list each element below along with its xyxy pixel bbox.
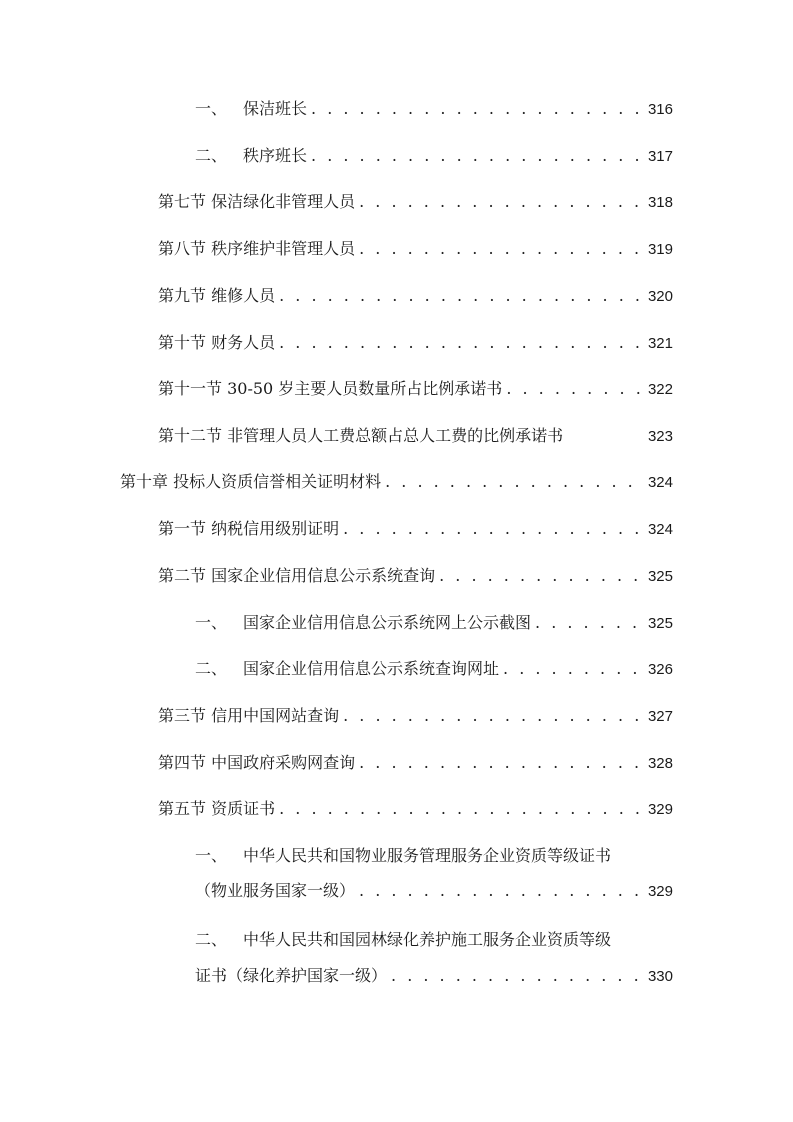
toc-entry-first-line[interactable] — [195, 844, 611, 868]
toc-entry-continuation: （物业服务国家一级） — [195, 881, 356, 900]
toc-entry[interactable] — [195, 964, 673, 988]
toc-entry-number: 二、 — [195, 930, 228, 949]
toc-entry-number: 一、 — [195, 613, 228, 632]
toc-entry[interactable] — [158, 797, 673, 821]
dot-leader — [359, 751, 644, 775]
dot-leader — [279, 331, 644, 355]
toc-entry-text: 国家企业信用信息公示系统网上公示截图 — [243, 613, 532, 632]
toc-entry-first-line[interactable] — [195, 928, 611, 952]
toc-entry-title: 第一节 纳税信用级别证明 — [158, 519, 340, 538]
toc-entry[interactable] — [158, 564, 673, 588]
toc-entry-page: 330 — [647, 968, 673, 985]
toc-entry[interactable] — [158, 237, 673, 261]
toc-entry[interactable] — [195, 611, 673, 635]
toc-entry-title: 第二节 国家企业信用信息公示系统查询 — [158, 566, 436, 585]
toc-entry[interactable] — [158, 190, 673, 214]
toc-entry-page: 328 — [647, 755, 673, 772]
toc-entry-page: 319 — [647, 241, 673, 258]
toc-entry[interactable] — [195, 144, 673, 168]
toc-entry-text: 秩序班长 — [243, 146, 308, 165]
toc-entry[interactable] — [158, 751, 673, 775]
dot-leader — [439, 564, 644, 588]
toc-entry-title — [195, 144, 307, 168]
toc-entry-number: 二、 — [195, 146, 228, 165]
dot-leader — [279, 284, 644, 308]
toc-entry[interactable] — [158, 517, 673, 541]
toc-entry-text: 保洁班长 — [243, 99, 308, 118]
toc-entry[interactable] — [158, 704, 673, 728]
toc-entry[interactable] — [158, 424, 673, 448]
toc-entry-title — [195, 657, 499, 681]
toc-entry-page: 329 — [647, 801, 673, 818]
toc-entry-number: 一、 — [195, 846, 228, 865]
toc-entry-page: 325 — [647, 615, 673, 632]
toc-entry-title: 第四节 中国政府采购网查询 — [158, 753, 356, 772]
dot-leader — [311, 144, 644, 168]
toc-entry-title: 第十二节 非管理人员人工费总额占总人工费的比例承诺书 — [158, 426, 564, 445]
toc-entry[interactable] — [195, 879, 673, 903]
dot-leader — [359, 879, 644, 903]
toc-entry-text: 中华人民共和国园林绿化养护施工服务企业资质等级 — [243, 930, 612, 949]
toc-entry-title: 第五节 资质证书 — [158, 799, 276, 818]
toc-entry-title — [195, 97, 307, 121]
toc-entry-continuation: 证书（绿化养护国家一级） — [195, 966, 388, 985]
dot-leader — [311, 97, 644, 121]
toc-entry-page: 320 — [647, 288, 673, 305]
dot-leader — [343, 704, 644, 728]
toc-entry-page: 317 — [647, 148, 673, 165]
toc-entry[interactable] — [195, 657, 673, 681]
toc-entry-page: 327 — [647, 708, 673, 725]
toc-entry-title: 第十一节 30-50 岁主要人员数量所占比例承诺书 — [158, 379, 503, 398]
dot-leader — [359, 190, 644, 214]
toc-entry-page: 324 — [647, 521, 673, 538]
dot-leader — [503, 657, 644, 681]
toc-entry-title: 第十节 财务人员 — [158, 333, 276, 352]
toc-entry-page: 322 — [647, 381, 673, 398]
toc-entry-page: 325 — [647, 568, 673, 585]
toc-entry-text: 中华人民共和国物业服务管理服务企业资质等级证书 — [243, 846, 612, 865]
dot-leader — [343, 517, 644, 541]
dot-leader — [359, 237, 644, 261]
dot-leader — [506, 377, 644, 401]
toc-entry-title: 第九节 维修人员 — [158, 286, 276, 305]
toc-entry-title: 第十章 投标人资质信誉相关证明材料 — [120, 472, 382, 491]
toc-entry-page: 321 — [647, 335, 673, 352]
toc-entry-page: 316 — [647, 101, 673, 118]
toc-entry-text: 国家企业信用信息公示系统查询网址 — [243, 659, 500, 678]
toc-entry[interactable] — [158, 377, 673, 401]
toc-entry[interactable] — [158, 284, 673, 308]
dot-leader — [279, 797, 644, 821]
toc-entry-title: 第八节 秩序维护非管理人员 — [158, 239, 356, 258]
toc-entry-title — [195, 611, 531, 635]
toc-chapter-entry[interactable] — [120, 470, 673, 494]
toc-entry-page: 323 — [647, 428, 673, 445]
dot-leader — [385, 470, 644, 494]
toc-entry-number: 二、 — [195, 659, 228, 678]
dot-leader — [391, 964, 644, 988]
toc-entry[interactable] — [158, 331, 673, 355]
toc-entry[interactable] — [195, 97, 673, 121]
toc-entry-page: 326 — [647, 661, 673, 678]
toc-entry-page: 329 — [647, 883, 673, 900]
toc-entry-page: 324 — [647, 474, 673, 491]
toc-entry-number: 一、 — [195, 99, 228, 118]
dot-leader — [535, 611, 644, 635]
toc-entry-title: 第七节 保洁绿化非管理人员 — [158, 192, 356, 211]
toc-entry-page: 318 — [647, 194, 673, 211]
toc-entry-title: 第三节 信用中国网站查询 — [158, 706, 340, 725]
